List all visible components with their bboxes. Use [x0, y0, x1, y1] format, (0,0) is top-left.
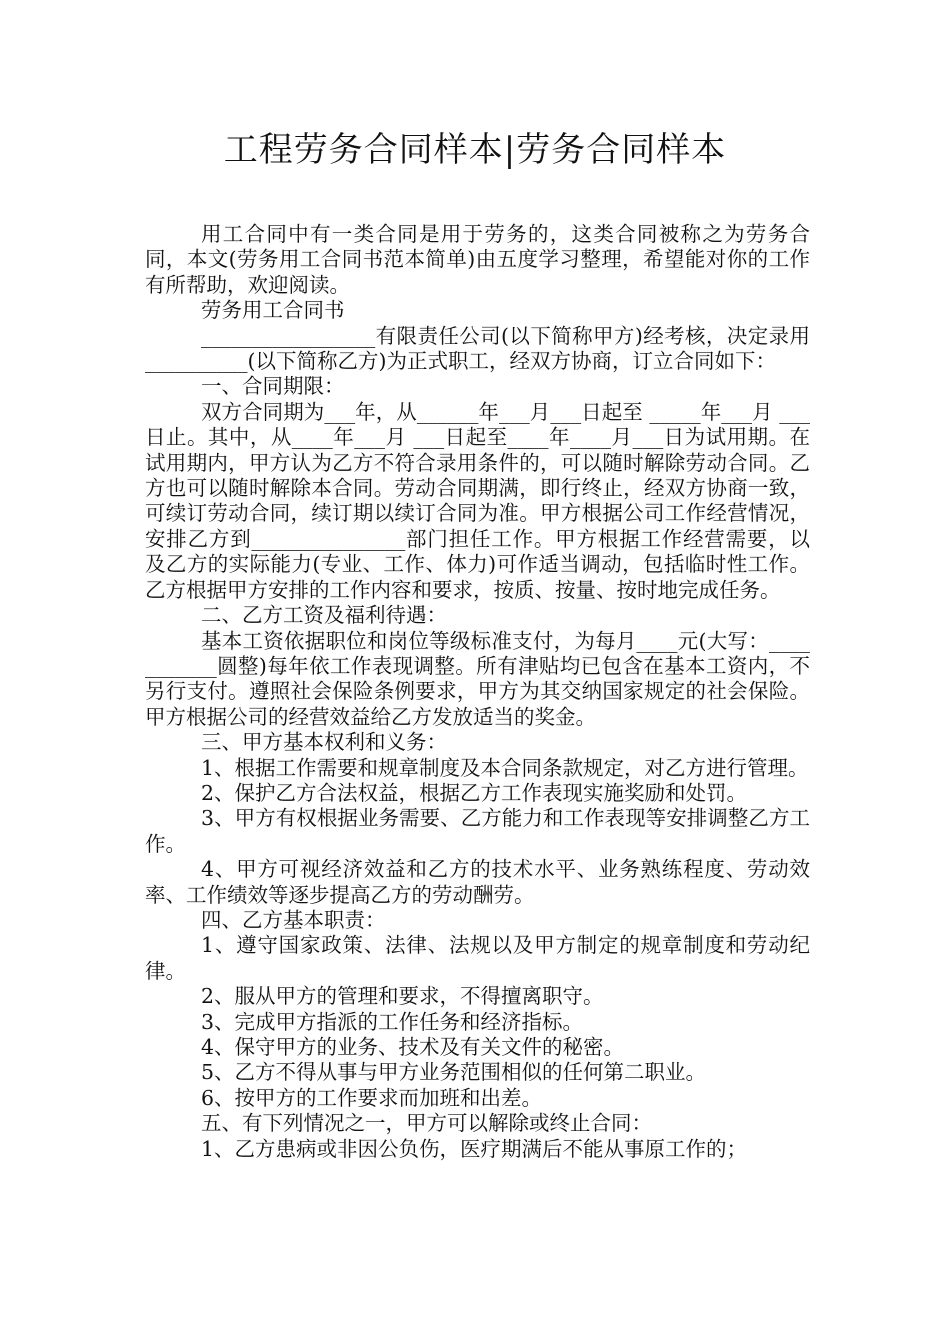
party-a-item: 2、保护乙方合法权益，根据乙方工作表现实施奖励和处罚。	[201, 780, 748, 805]
party-b-item: 6、按甲方的工作要求而加班和出差。	[201, 1085, 543, 1110]
section-salary-paragraph: 基本工资依据职位和岗位等级标准支付，为每月____元(大写：___________圆整)每年依工作表现调整。所有津贴均已包含在基本工资内，不另行支付。遵照社会保险条例要求，甲方为其交纳国家规定的社会保险。甲方根据公司的经营效益给乙方发放适当的奖金。	[145, 628, 810, 729]
contract-preamble: _________________有限责任公司(以下简称甲方)经考核，决定录用__________(以下简称乙方)为正式职工，经双方协商，订立合同如下：	[145, 323, 810, 374]
section-heading-party-a: 三、甲方基本权利和义务：	[201, 730, 447, 755]
party-a-item: 4、甲方可视经济效益和乙方的技术水平、业务熟练程度、劳动效率、工作绩效等逐步提高乙方的劳动酬劳。	[145, 857, 810, 907]
contract-heading: 劳务用工合同书	[201, 298, 345, 323]
party-a-item: 1、根据工作需要和规章制度及本合同条款规定，对乙方进行管理。	[201, 755, 809, 780]
section-heading-termination: 五、有下列情况之一，甲方可以解除或终止合同：	[201, 1111, 652, 1136]
section-heading-salary: 二、乙方工资及福利待遇：	[201, 603, 447, 628]
document-title: 工程劳务合同样本|劳务合同样本	[223, 130, 727, 170]
party-b-item: 3、完成甲方指派的工作任务和经济指标。	[201, 1009, 584, 1034]
party-b-item: 2、服从甲方的管理和要求，不得擅离职守。	[201, 984, 604, 1009]
document-body	[145, 222, 810, 1162]
party-b-item: 5、乙方不得从事与甲方业务范围相似的任何第二职业。	[201, 1060, 707, 1085]
termination-item: 1、乙方患病或非因公负伤，医疗期满后不能从事原工作的；	[201, 1136, 748, 1161]
intro-paragraph: 用工合同中有一类合同是用于劳务的，这类合同被称之为劳务合同，本文(劳务用工合同书范本简单)由五度学习整理，希望能对你的工作有所帮助，欢迎阅读。	[145, 222, 810, 297]
party-b-item: 4、保守甲方的业务、技术及有关文件的秘密。	[201, 1035, 625, 1059]
section-heading-party-b: 四、乙方基本职责：	[201, 907, 386, 932]
party-a-item: 3、甲方有权根据业务需要、乙方能力和工作表现等安排调整乙方工作。	[145, 806, 810, 856]
section-heading-term: 一、合同期限：	[201, 374, 345, 399]
section-term-paragraph: 双方合同期为___年，从______年___月___日起至 _____年___月 ___日止。其中，从____年___月 ___日起至____年____月___日为试用期。在试用期内，甲方认为乙方不符合录用条件的，可以随时解除劳动合同。乙方也可以随时解除本合同。劳动合同期满，即行终止，经双方协商一致，可续订劳动合同，续订期以续订合同为准。甲方根据公司工作经营情况，安排乙方到_______________部门担任工作。甲方根据工作经营需要，以及乙方的实际能力(专业、工作、体力)可作适当调动，包括临时性工作。乙方根据甲方安排的工作内容和要求，按质、按量、按时地完成任务。	[145, 399, 810, 602]
party-b-item: 1、遵守国家政策、法律、法规以及甲方制定的规章制度和劳动纪律。	[145, 933, 810, 983]
